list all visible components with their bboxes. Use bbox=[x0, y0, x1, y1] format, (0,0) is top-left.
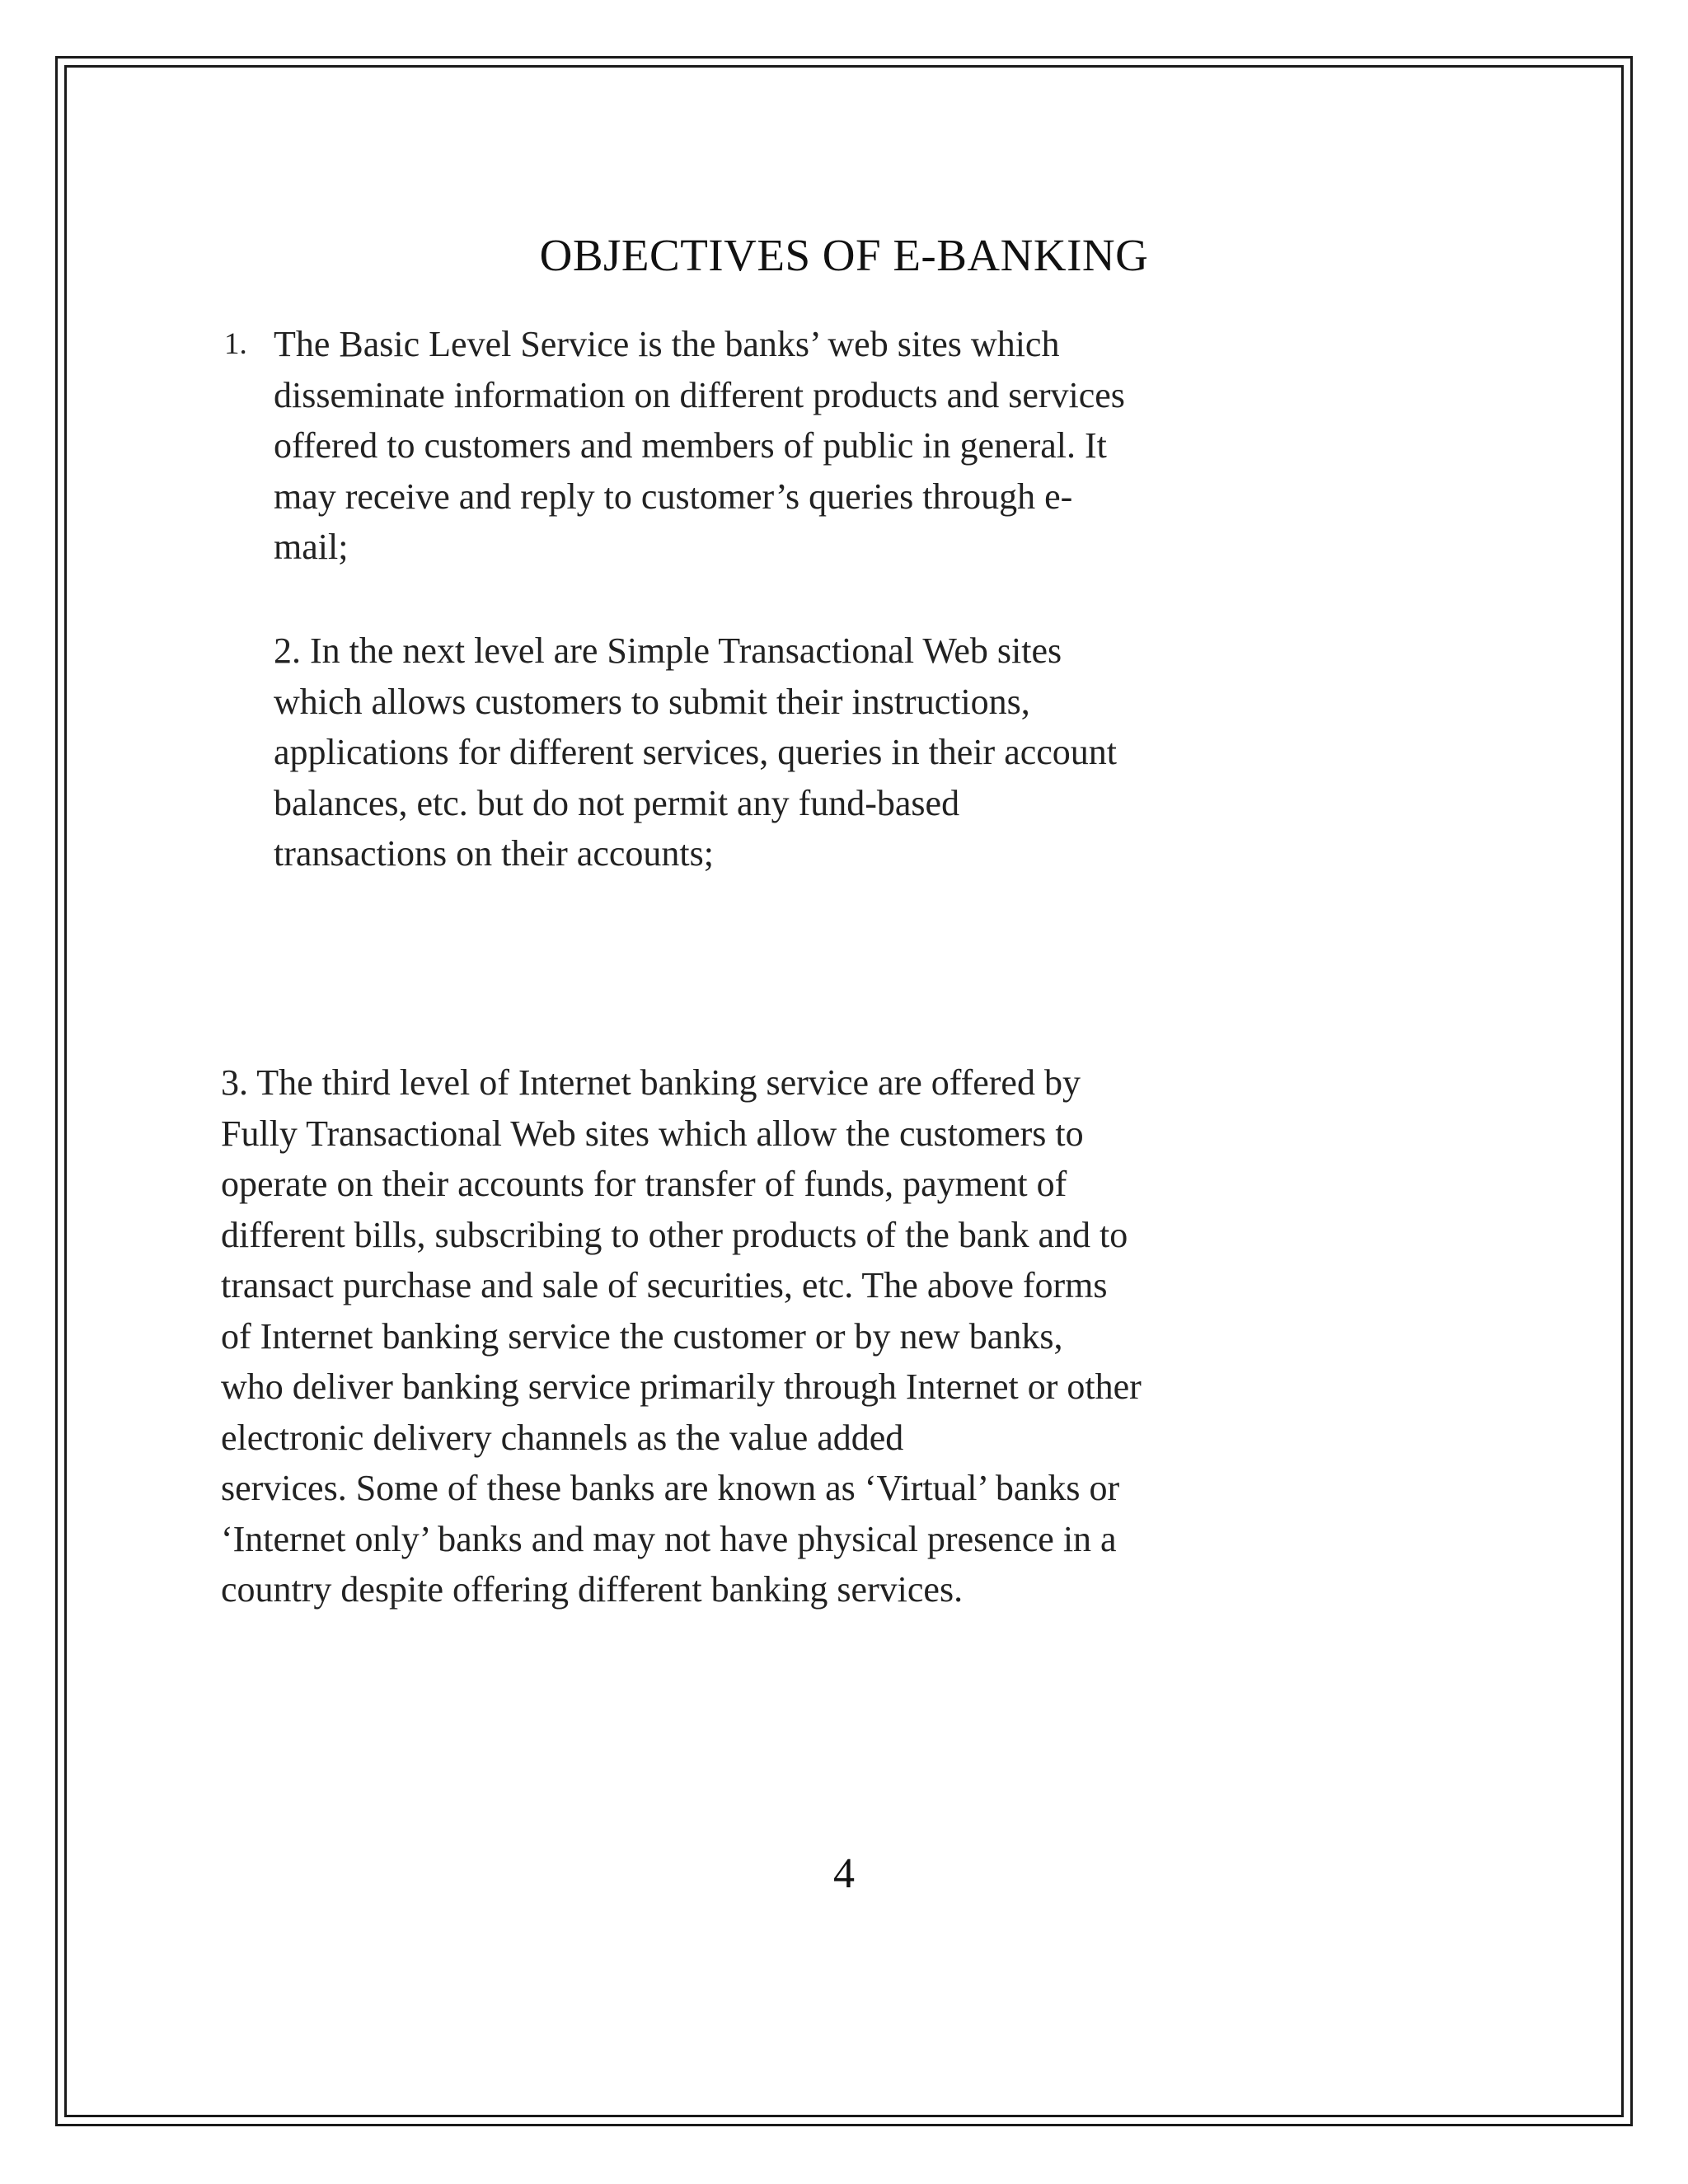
text-line: disseminate information on different products and services bbox=[274, 374, 1125, 415]
text-line: country despite offering different banking services. bbox=[221, 1569, 964, 1610]
item-number: 1. bbox=[224, 327, 247, 361]
item-body bbox=[274, 319, 1125, 573]
text-line: The Basic Level Service is the banks’ web sites which bbox=[274, 324, 1060, 364]
text-line: may receive and reply to customer’s queries through e- bbox=[274, 476, 1073, 517]
text-line: of Internet banking service the customer or by new banks, bbox=[221, 1315, 1063, 1357]
page-number: 4 bbox=[833, 1850, 855, 1897]
text-line: transact purchase and sale of securities, etc. The above forms bbox=[221, 1265, 1108, 1305]
text-line: electronic delivery channels as the value added bbox=[221, 1417, 904, 1458]
text-line: 2. In the next level are Simple Transactional Web sites bbox=[274, 630, 1062, 671]
text-line: which allows customers to submit their instructions, bbox=[274, 681, 1030, 722]
text-line: Fully Transactional Web sites which allow the customers to bbox=[221, 1113, 1084, 1154]
page-title: OBJECTIVES OF E-BANKING bbox=[539, 230, 1149, 280]
text-line: mail; bbox=[274, 527, 349, 567]
text-line: offered to customers and members of public in general. It bbox=[274, 425, 1107, 466]
text-line: transactions on their accounts; bbox=[274, 833, 714, 874]
text-line: services. Some of these banks are known as ‘Virtual’ banks or bbox=[221, 1468, 1120, 1508]
text-line: applications for different services, queries in their account bbox=[274, 732, 1118, 772]
objective-item-2 bbox=[274, 626, 1117, 879]
text-line: different bills, subscribing to other products of the bank and to bbox=[221, 1214, 1128, 1255]
text-line: operate on their accounts for transfer of funds, payment of bbox=[221, 1164, 1067, 1204]
objective-item-3 bbox=[221, 1057, 1142, 1615]
text-line: 3. The third level of Internet banking service are offered by bbox=[221, 1062, 1081, 1103]
text-line: who deliver banking service primarily through Internet or other bbox=[221, 1366, 1142, 1407]
text-line: balances, etc. but do not permit any fund-based bbox=[274, 782, 960, 823]
text-line: ‘Internet only’ banks and may not have physical presence in a bbox=[221, 1518, 1117, 1559]
